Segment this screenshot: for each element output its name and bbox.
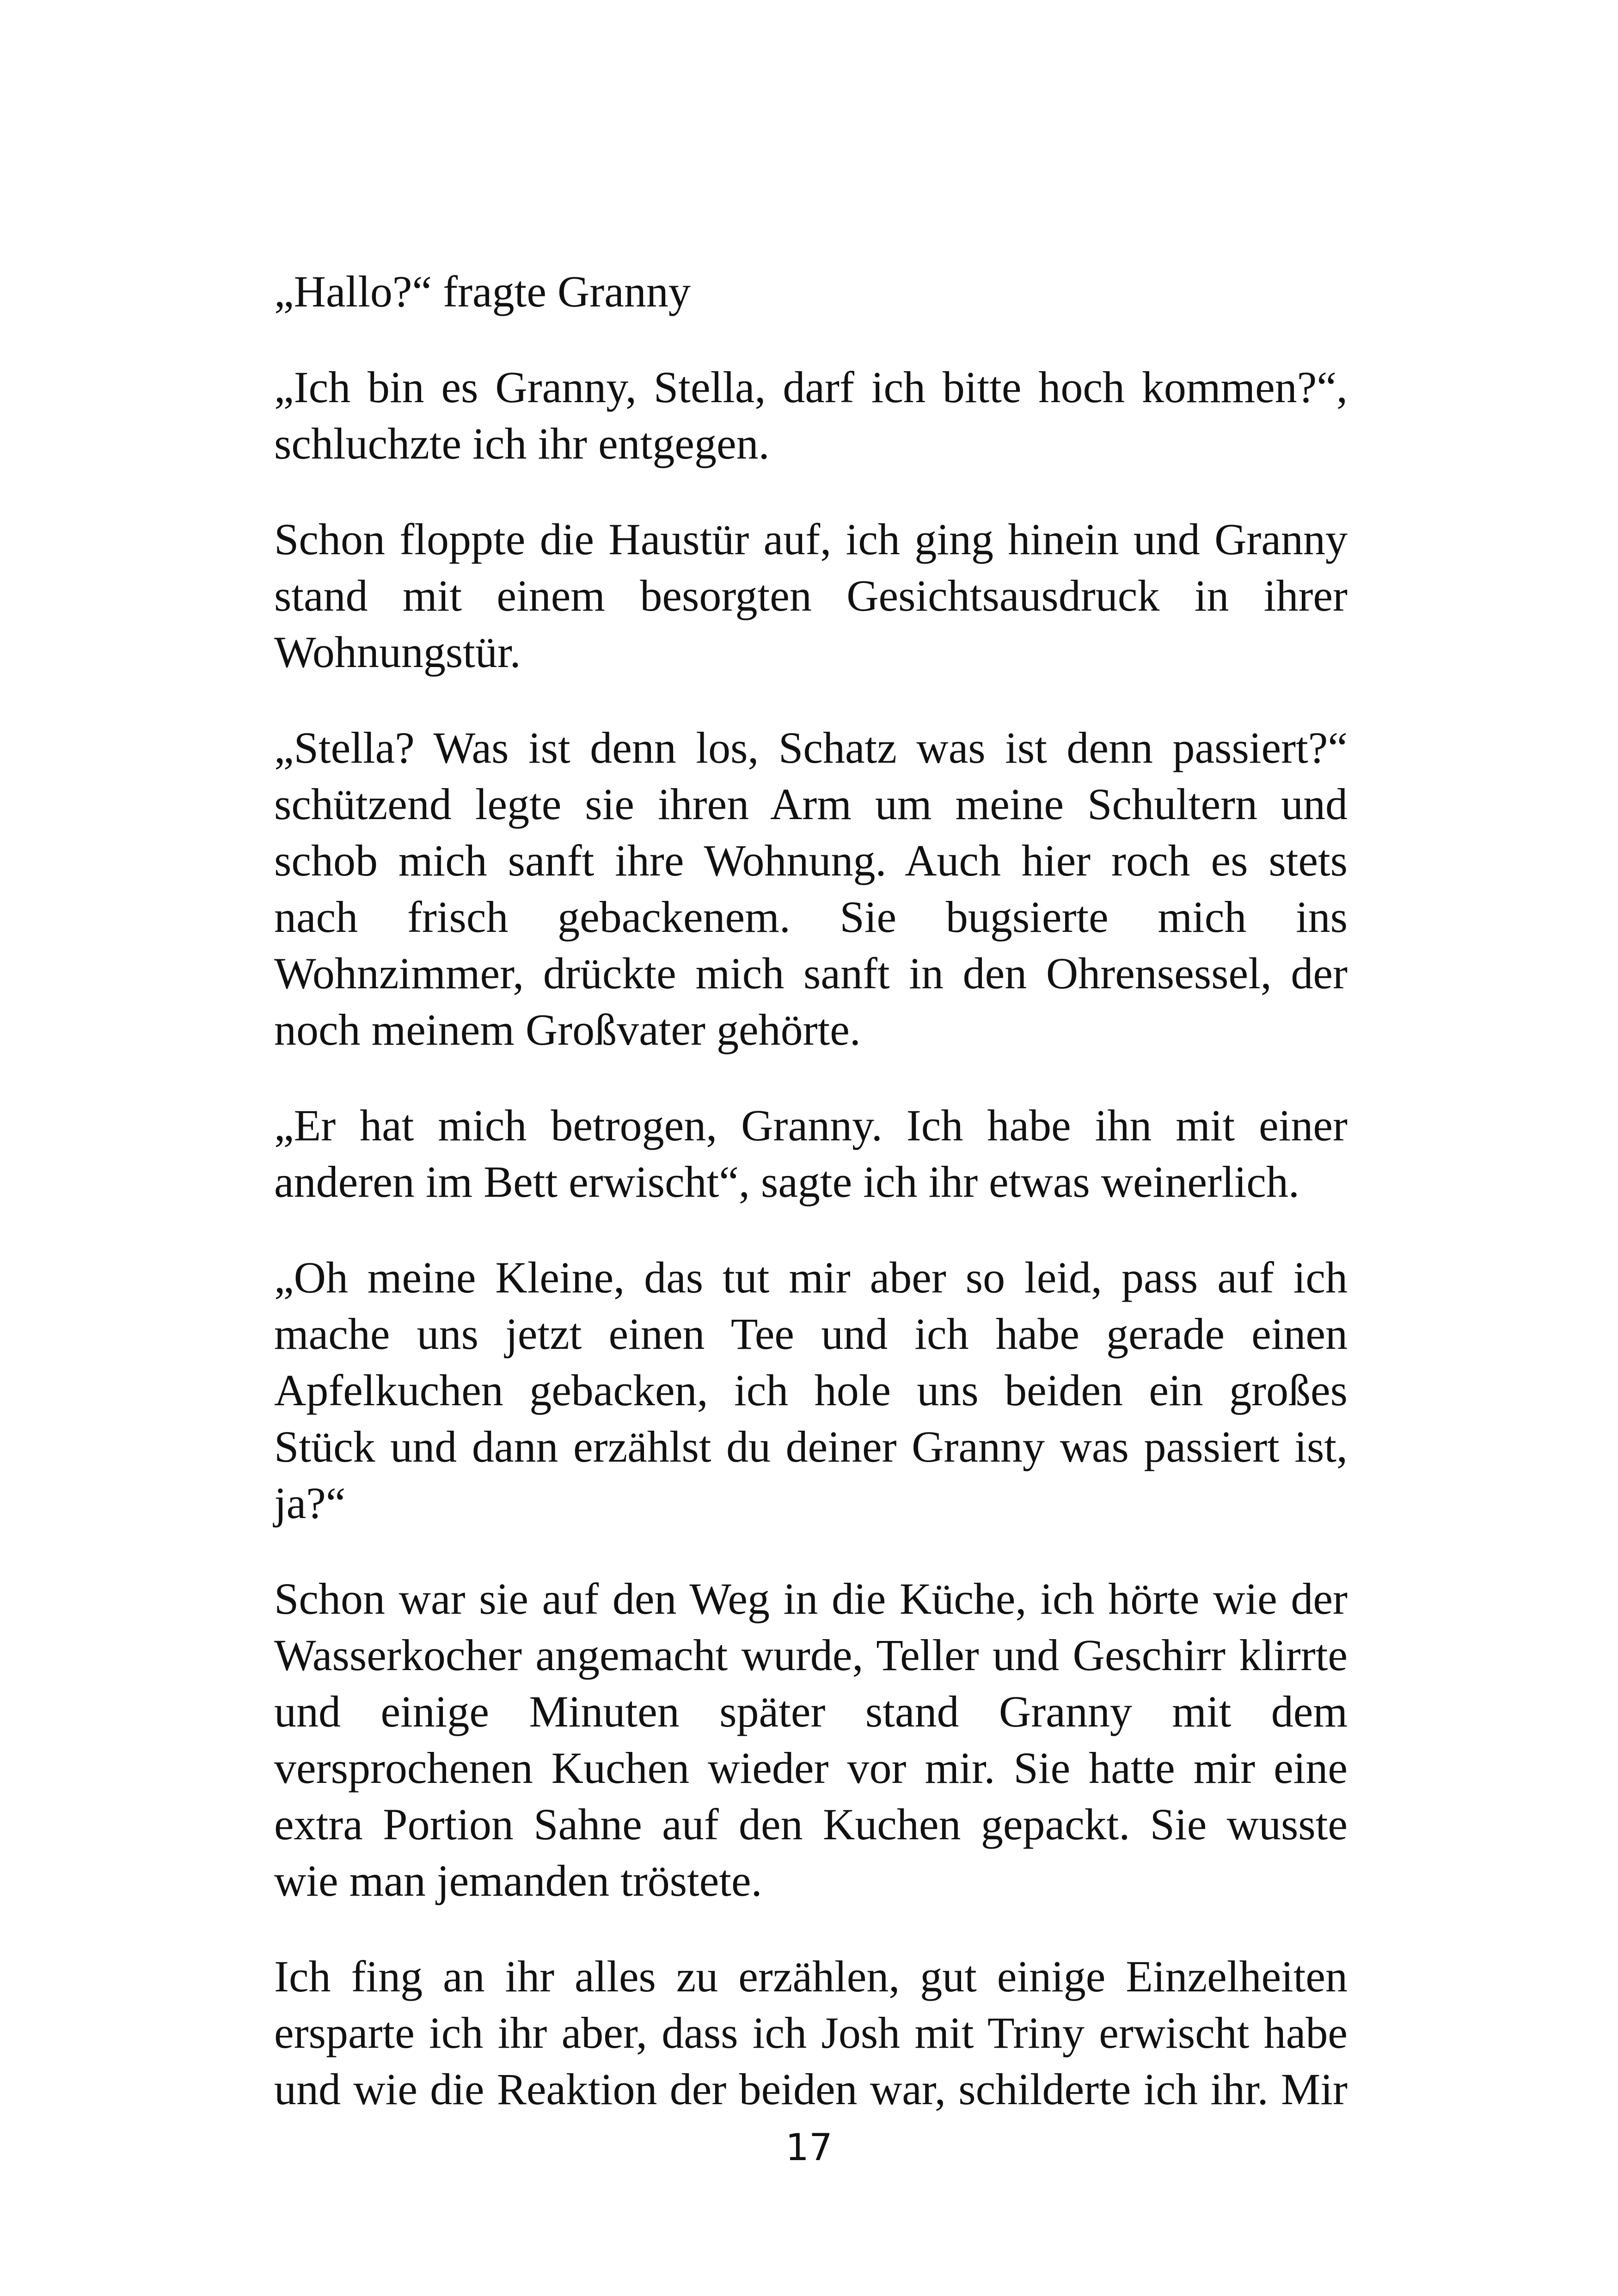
paragraph-6: „Oh meine Kleine, das tut mir aber so leid, pass auf ich mache uns jetzt einen Tee und ich habe gerade einen Apfelkuchen gebacken, ich hole uns beiden ein großes Stück und dann erzählst du deiner Granny was passiert ist, ja?“ bbox=[274, 1253, 1348, 1528]
paragraph-5: „Er hat mich betrogen, Granny. Ich habe ihn mit einer anderen im Bett erwischt“, sagte ich ihr etwas weinerlich. bbox=[274, 1101, 1348, 1206]
paragraph-8: Ich fing an ihr alles zu erzählen, gut einige Einzelheiten ersparte ich ihr aber, dass ich Josh mit Triny erwischt habe und wie die Reaktion der beiden war, schilderte ich ihr. Mir bbox=[274, 1952, 1348, 2114]
paragraph-7: Schon war sie auf den Weg in die Küche, ich hörte wie der Wasserkocher angemacht wurde, Teller und Geschirr klirrte und einige Minuten später stand Granny mit dem versprochenen Kuchen wieder vor mir. Sie hatte mir eine extra Portion Sahne auf den Kuchen gepackt. Sie wusste wie man jemanden tröstete. bbox=[274, 1574, 1348, 1905]
paragraph-2: „Ich bin es Granny, Stella, darf ich bitte hoch kommen?“, schluchzte ich ihr entgegen. bbox=[274, 362, 1348, 468]
paragraph-3: Schon floppte die Haustür auf, ich ging hinein und Granny stand mit einem besorgten Gesichtsausdruck in ihrer Wohnungstür. bbox=[274, 514, 1348, 677]
page-number: 17 bbox=[785, 2126, 833, 2169]
paragraph-1: „Hallo?“ fragte Granny bbox=[274, 267, 691, 316]
body-text bbox=[274, 263, 1348, 2157]
paragraph-4: „Stella? Was ist denn los, Schatz was ist denn passiert?“ schützend legte sie ihren Arm um meine Schultern und schob mich sanft ihre Wohnung. Auch hier roch es stets nach frisch gebackenem. Sie bugsierte mich ins Wohnzimmer, drückte mich sanft in den Ohrensessel, der noch meinem Großvater gehörte. bbox=[274, 723, 1348, 1054]
